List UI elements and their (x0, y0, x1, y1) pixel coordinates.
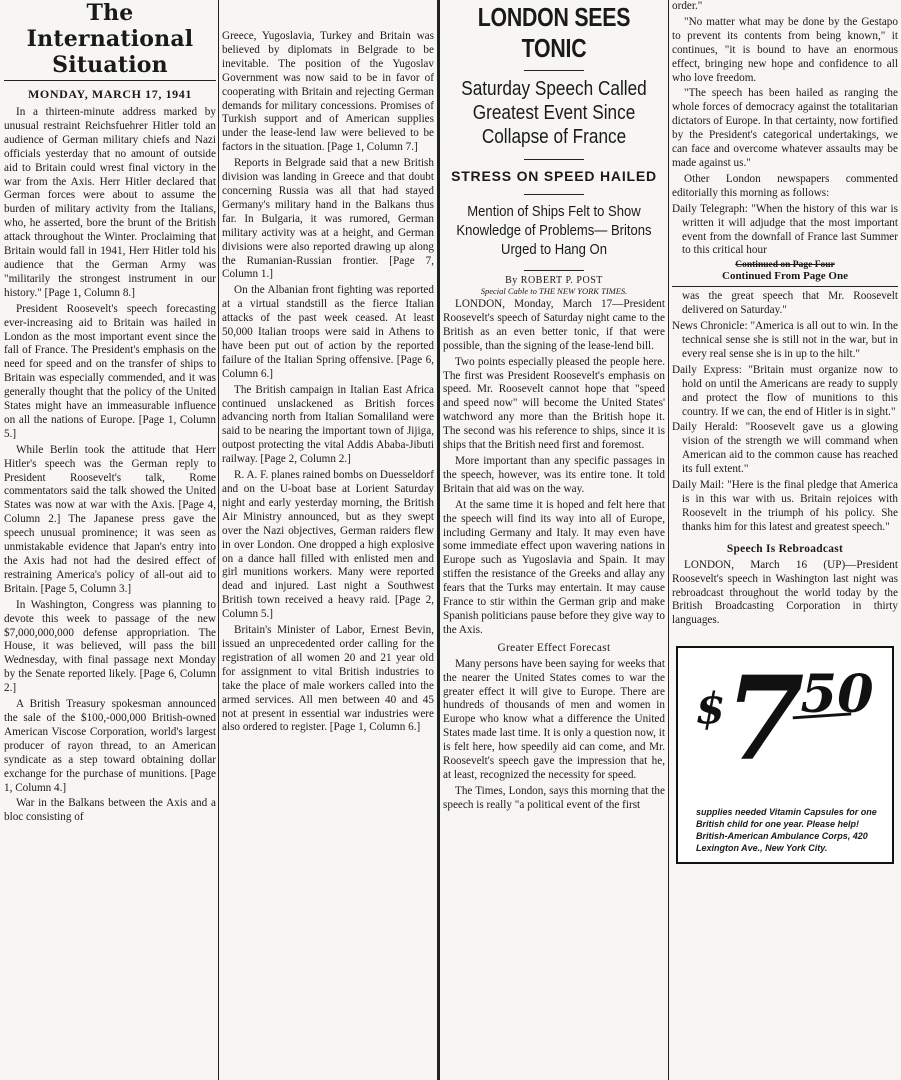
price-dollars: 7 (724, 652, 805, 773)
continued-on-label: Continued on Page Four (735, 260, 835, 271)
paragraph: order." (672, 0, 703, 12)
paragraph: In a thirteen-minute address marked by unusual restraint Reichsfuehrer Hitler told an audience of German military chiefs and Nazi officials yesterday that no amount of outside aid to Britain could wrest final victory in the war from the Axis. Herr Hitler declared that German forces were about to assume the burden of military activity from the Italians, who, he asserted, bore the brunt of the British attack throughout the Winter. Proclaiming that Britain would fall in 1941, Herr Hitler told his audience that the German Army was "militarily the strongest instrument in our history." [Page 1, Column 8.] (4, 106, 216, 299)
paragraph: The British campaign in Italian East Africa continued unslackened as British forces advancing north from Italian Somaliland were said to be nearing the important town of Jijiga, outpost protecting the vital Addis Ababa-Jibuti railway. [Page 2, Column 2.] (222, 383, 434, 466)
paragraph: R. A. F. planes rained bombs on Duesseldorf and on the U-boat base at Lorient Saturday night and early yesterday morning, the British Air Ministry announced, but as they swept over the Nazi objectives, German raiders flew in over London. One dropped a high explosive on a dance hall filled with enlisted men and girl munitions workers. Many were reported dead and injured. Last night a Southwest British town received a heavy raid. [Page 2, Column 5.] (222, 469, 434, 621)
paragraph: Reports in Belgrade said that a new British division was landing in Greece and that doubt concerning Russia was all that had stayed Germany's military hand in the Balkans thus far. In Bulgaria, it was rumored, German military activity was at a height, and German divisions were also reported drawing up along the Rumanian-Russian frontier. [Page 7, Column 1.] (222, 157, 434, 281)
paragraph: Britain's Minister of Labor, Ernest Bevin, issued an unprecedented order calling for the registration of all women 20 and 21 year old for assignment to vital British industries to take the place of male workers called into the armed services. All men between 40 and 45 not at present in essential war industries were also ordered to register. [Page 1, Column 6.] (222, 624, 434, 734)
deck-1: Saturday Speech Called Greatest Event Since Collapse of France (461, 78, 647, 148)
paragraph: The Times, London, says this morning that the speech is really "a political event of the first (443, 784, 665, 811)
paragraph: Greece, Yugoslavia, Turkey and Britain was believed by diplomats in Belgrade to be inevitable. The position of the Yugoslav Government was now said to be in favor of cooperating with Britain and rejecting German demands for military concessions. Promises of Turkish support and of American supplies under the lease-lend law were believed to be factors in the situation. [Page 1, Column 7.] (222, 30, 434, 154)
quote: was the great speech that Mr. Roosevelt delivered on Saturday." (682, 290, 898, 317)
paragraph: In Washington, Congress was planning to devote this week to passage of the new $7,000,000,000 defense appropriation. The House, it was believed, will pass the bill Wednesday, with final passage next Monday by the Senate reported likely. [Page 6, Column 2.] (4, 598, 216, 695)
paragraph: War in the Balkans between the Axis and a bloc consisting of (4, 797, 216, 824)
dollar-sign: $ (695, 684, 726, 735)
paragraph: While Berlin took the attitude that Herr Hitler's speech was the German reply to President Roosevelt's talk, Rome commentators said the talk showed the United States was now at war with the Axis. [Page 4, Column 2.] The Japanese press gave the speech unusual prominence; it was seen as unmistakable evidence that Japan's entry into the Axis had not had the desired effect of restraining America's policy of all-out aid to Britain. [Page 5, Column 3.] (4, 443, 216, 595)
quote: News Chronicle: "America is all out to win. In the technical sense she is still not in the war, but in every real sense she is in up to the hilt." (672, 320, 898, 360)
column-3 (443, 0, 665, 815)
divider (4, 80, 216, 81)
deck-2: STRESS ON SPEED HAILED (451, 168, 657, 184)
paragraph: At the same time it is hoped and felt here that the speech will find its way into all of Europe, including Germany and Italy. It may even have some immediate effect upon wavering nations in Europe such as Yugoslavia and Spain. It may stiffen the resistance of the Greeks and allay any fears that the Turks may entertain. It may cause France to stir within the German grip and make Spanish politicians pause before they give way to the Axis. (443, 498, 665, 636)
column-rule (668, 0, 669, 1080)
paragraph: Other London newspapers commented editorially this morning as follows: (672, 172, 898, 199)
deck-3: Mention of Ships Felt to Show Knowledge of Problems— Britons Urged to Hang On (456, 204, 652, 258)
special-cable: Special Cable to THE NEW YORK TIMES. (480, 286, 628, 296)
subhead: Greater Effect Forecast (497, 641, 611, 654)
continued-from-label: Continued From Page One (722, 270, 848, 283)
paragraph: LONDON, Monday, March 17—President Roosevelt's speech of Saturday night came to the British as an even better tonic, if that were possible, than the signing of the lease-lend bill. (443, 298, 665, 352)
advertisement (676, 646, 894, 864)
headline: LONDON SEES TONIC (477, 2, 631, 63)
paragraph: More important than any specific passages in the speech, however, was its entire tone. It told Britain that aid was on the way. (443, 454, 665, 495)
paragraph: "No matter what may be done by the Gestapo to prevent its contents from being known," it continues, "it is bound to have an enormous effect, bringing new hope and confidence to all who love freedom. (672, 15, 898, 84)
divider (524, 194, 584, 195)
paragraph: On the Albanian front fighting was reported at a virtual standstill as the fierce Italian attacks of the past week ceased. At least 50,000 Italian troops were said in Athens to have been put out of action by the reported failure of the Italian Spring offensive. [Page 6, Column 6.] (222, 284, 434, 380)
quote: Daily Herald: "Roosevelt gave us a glowing vision of the strength we will command when American aid to the common cause has reached its full extent." (672, 421, 898, 476)
divider (524, 159, 584, 160)
quote-telegraph: Daily Telegraph: "When the history of this war is written it will adjudge that the most important event from the downfall of France last Summer to this critical hour (672, 202, 898, 257)
paragraph: LONDON, March 16 (UP)—President Roosevelt's speech in Washington last night was rebroadcast throughout the world today by the British Broadcasting Corporation in thirty languages. (672, 558, 898, 627)
column-1 (4, 0, 216, 827)
price-cents: 50 (800, 664, 874, 726)
quote: Daily Mail: "Here is the final pledge that America is in this war with us. Britain rejoices with Roosevelt in the triumph of his policy. She thanks him for this latest and greatest speech." (672, 479, 898, 533)
page-title: The International Situation (26, 0, 194, 78)
divider (524, 70, 584, 71)
price-graphic (678, 652, 892, 772)
paragraph: "The speech has been hailed as ranging the whole forces of democracy against the totalitarian dictators of Europe. In that certainty, now fortified by the President's categorical undertakings, we can face and overcome whatever assaults may be made against us." (672, 87, 898, 169)
rebroadcast-title: Speech Is Rebroadcast (726, 542, 844, 555)
dateline: MONDAY, MARCH 17, 1941 (28, 87, 192, 101)
paragraph: A British Treasury spokesman announced the sale of the $100,-000,000 British-owned American Viscose Corporation, world's largest producer of rayon thread, to an American syndicate as a step toward obtaining dollar exchange for the purchase of munitions. [Page 1, Column 4.] (4, 698, 216, 794)
paragraph: President Roosevelt's speech forecasting ever-increasing aid to Britain was hailed in London as the most important event since the fall of France. The President's emphasis on the need for speed and on the transfer of ships to Britain was especially commended, and it was generally thought that the policy of the United States might have an immeasurable influence on all the nations of Europe. [Page 1, Column 5.] (4, 302, 216, 440)
paragraph: Two points especially pleased the people here. The first was President Roosevelt's emphasis on speed. Mr. Roosevelt cannot hope that "speed and speed now" will become the United States' watchword any more than the British hope it. The second was his reference to ships, since it is ships that the British need first and foremost. (443, 355, 665, 452)
column-2 (222, 30, 434, 737)
column-rule-double (437, 0, 440, 1080)
paragraph: Many persons have been saying for weeks that the nearer the United States comes to war the greater effect it will give to Europe. There are hundreds of thousands of men and women in Europe who know what a difference the United States made last time. It is only a question now, it is felt here, how speedily aid can come, and Mr. Roosevelt's speech gave the impression that he, at least, recognized the necessity for speed. (443, 657, 665, 781)
ad-text: supplies needed Vitamin Capsules for one British child for one year. Please help! British-American Ambulance Corps, 420 Lexington Ave., New York City. (696, 807, 877, 854)
byline: By ROBERT P. POST (505, 275, 603, 286)
quote: Daily Express: "Britain must organize now to hold on until the Americans are ready to supply and protect the flow of munitions to this country. If we can, the end of Hitler is in sight." (672, 363, 898, 418)
divider (672, 286, 898, 287)
divider (524, 270, 584, 271)
column-4 (672, 0, 898, 864)
column-rule (218, 0, 219, 1080)
